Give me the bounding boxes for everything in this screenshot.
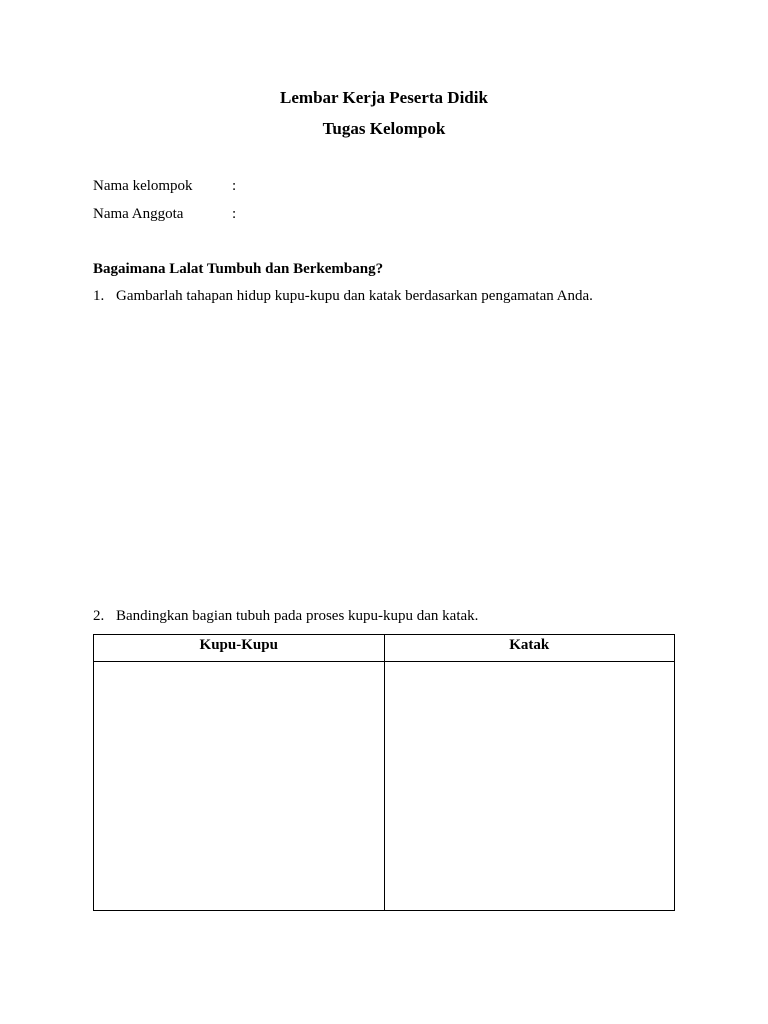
question-number: 1. [93,288,105,304]
question-1 [93,287,593,305]
question-text: Bandingkan bagian tubuh pada proses kupu-kupu dan katak. [116,608,479,624]
question-number: 2. [93,608,105,624]
table-row [94,662,675,911]
group-name-row [93,177,236,195]
column-header-butterfly: Kupu-Kupu [94,635,385,662]
section-heading: Bagaimana Lalat Tumbuh dan Berkembang? [93,261,384,277]
page-title: Lembar Kerja Peserta Didik [280,88,488,107]
members-row [93,205,236,223]
question-2 [93,607,478,625]
question-text: Gambarlah tahapan hidup kupu-kupu dan katak berdasarkan pengamatan Anda. [116,288,593,304]
answer-cell-frog[interactable] [384,662,675,911]
members-colon: : [232,206,237,222]
table-header-row [94,635,675,662]
comparison-table [93,634,675,911]
column-header-frog: Katak [384,635,675,662]
group-name-colon: : [232,178,237,194]
group-name-label: Nama kelompok [93,178,193,194]
members-label: Nama Anggota [93,206,184,222]
page-subtitle: Tugas Kelompok [322,119,446,138]
answer-cell-butterfly[interactable] [94,662,385,911]
